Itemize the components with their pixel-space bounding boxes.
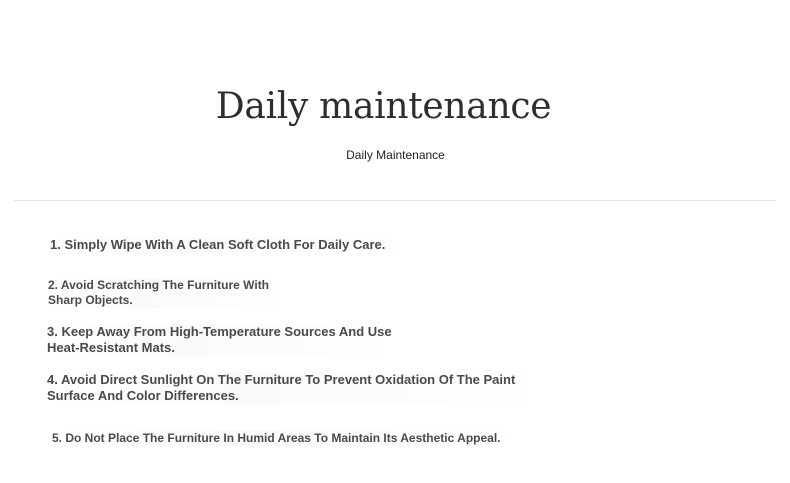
maintenance-tip-5: 5. Do Not Place The Furniture In Humid Areas To Maintain Its Aesthetic Appeal.	[48, 430, 531, 446]
maintenance-tip-2: 2. Avoid Scratching The Furniture With Sharp Objects.	[44, 278, 288, 308]
maintenance-tip-1: 1. Simply Wipe With A Clean Soft Cloth For Daily Care.	[46, 237, 414, 253]
page-subtitle: Daily Maintenance	[346, 148, 445, 162]
maintenance-tip-3: 3. Keep Away From High-Temperature Sources And Use Heat-Resistant Mats.	[43, 324, 401, 356]
page-title: Daily maintenance	[215, 86, 552, 127]
section-divider	[14, 200, 776, 201]
maintenance-tip-4: 4. Avoid Direct Sunlight On The Furniture To Prevent Oxidation Of The Paint Surface And Color Differences.	[43, 372, 551, 404]
